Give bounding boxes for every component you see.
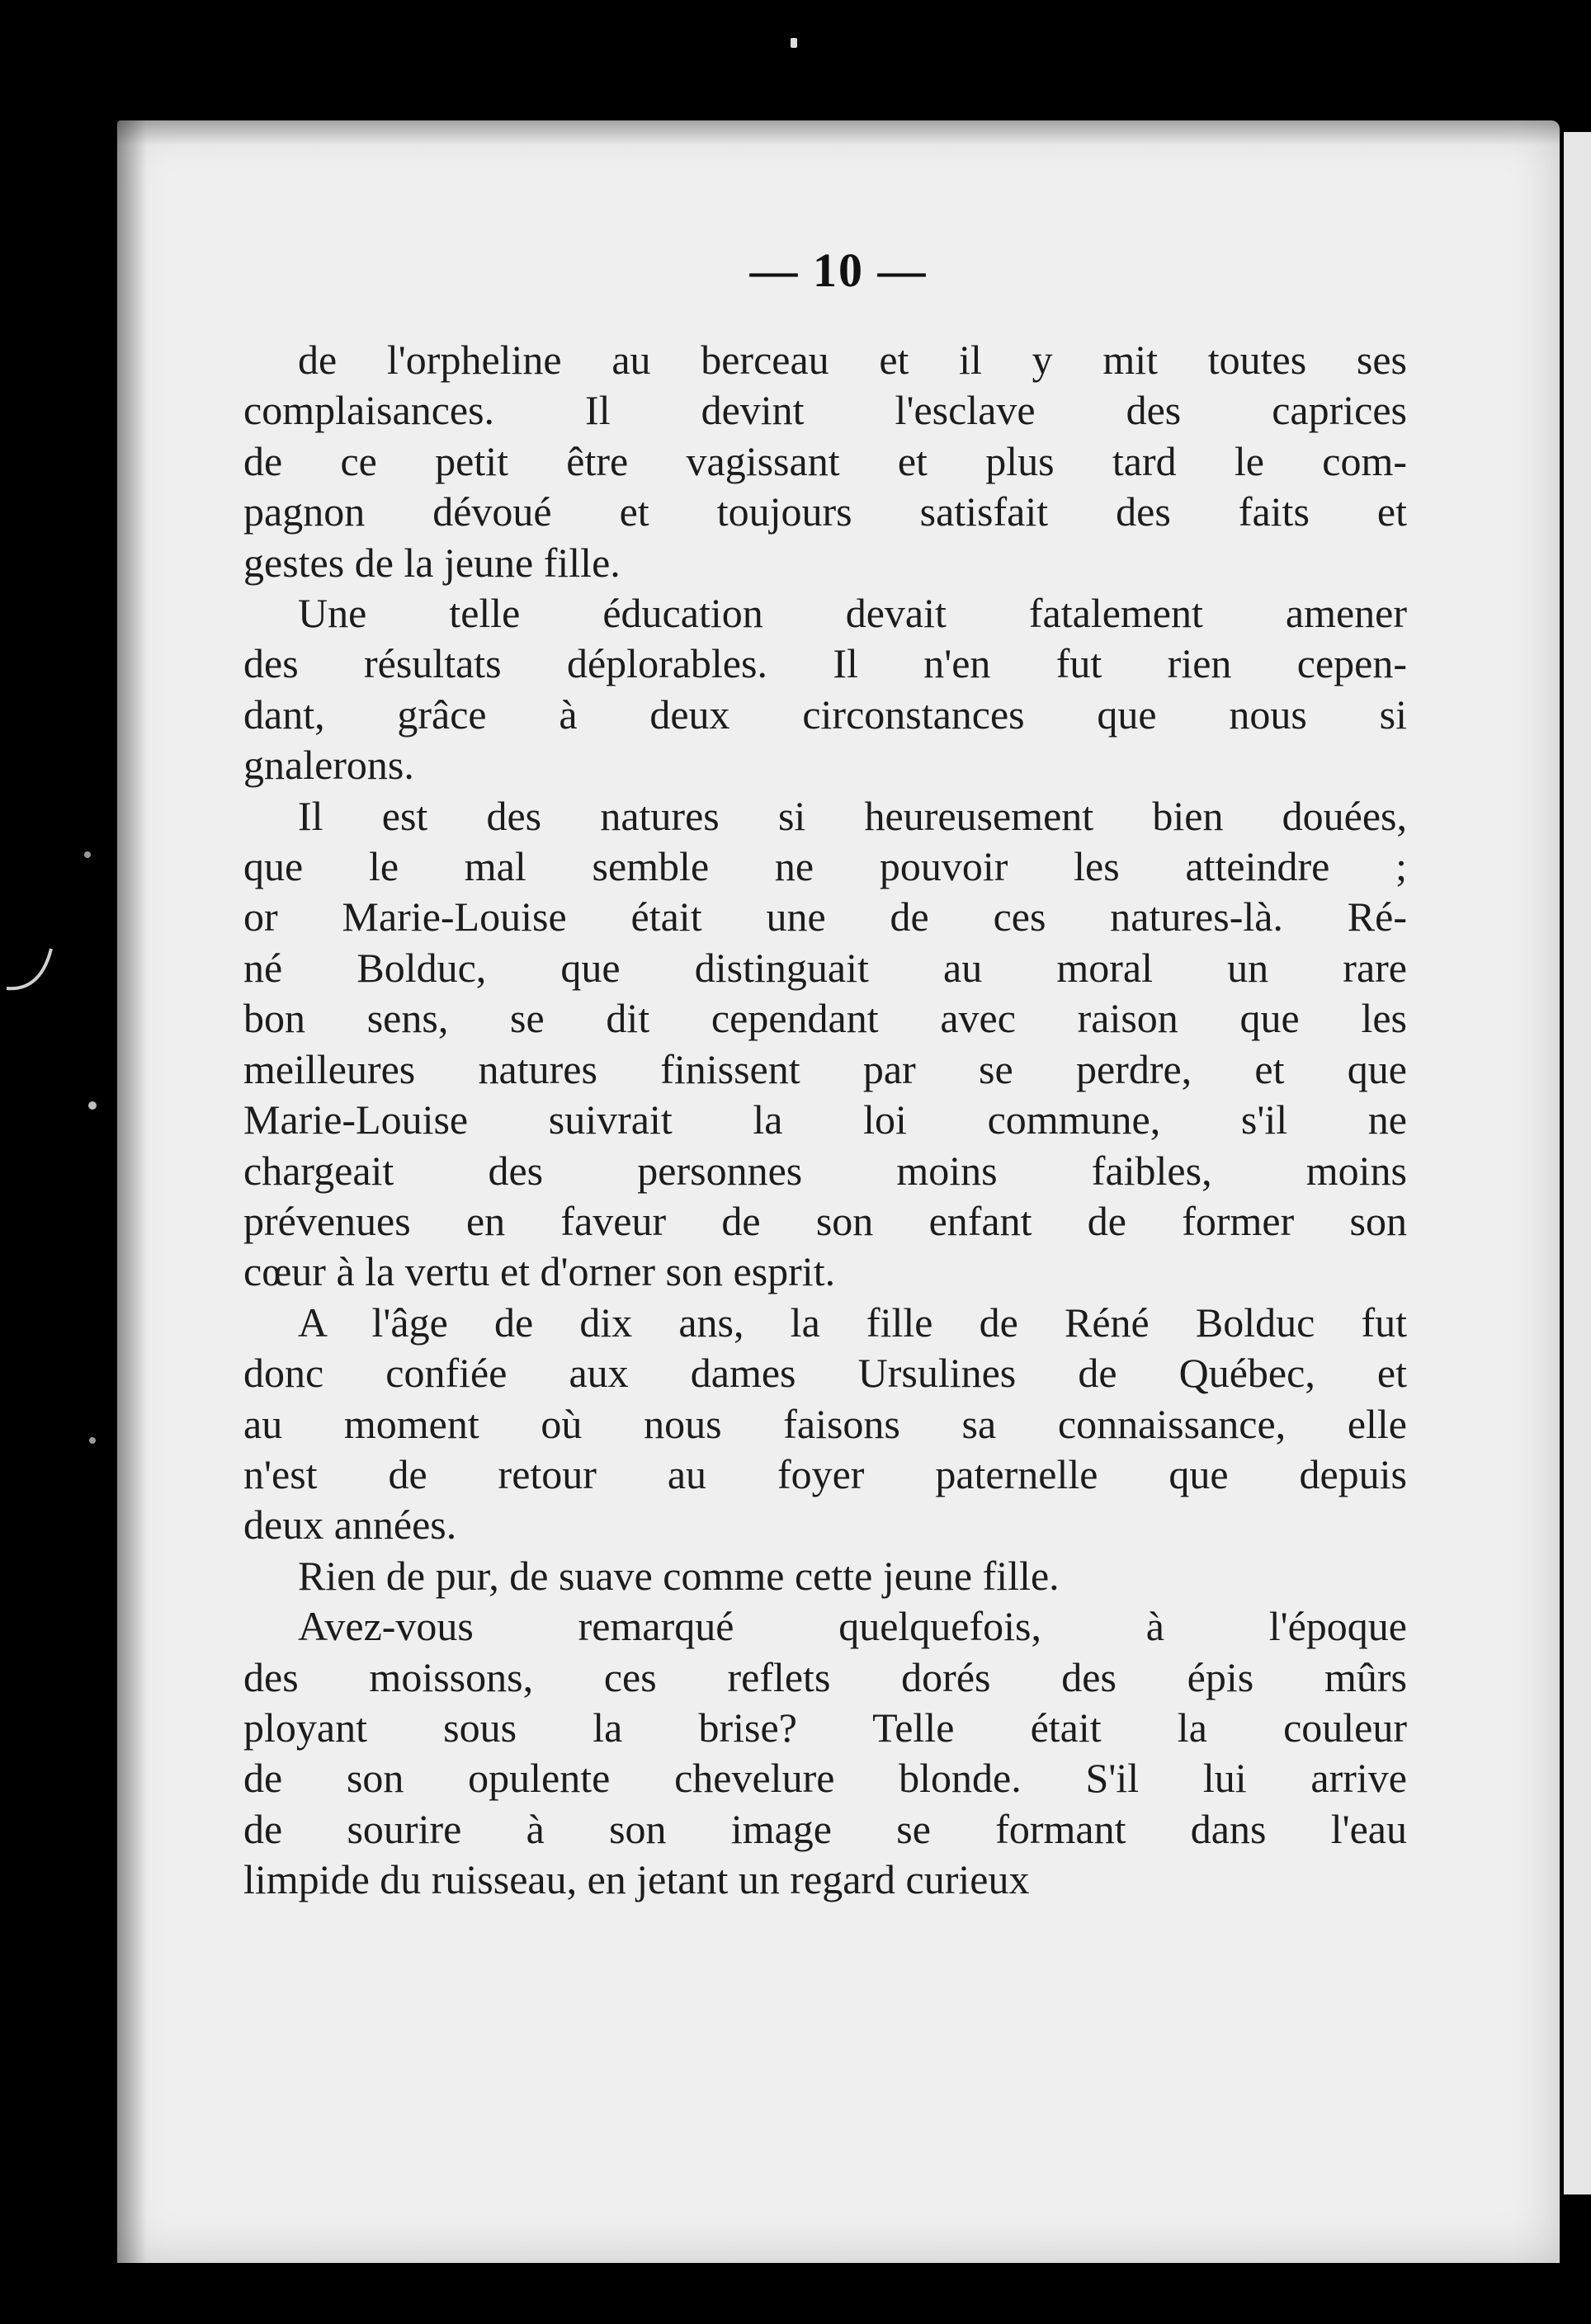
text-line: gestes de la jeune fille. xyxy=(243,539,621,586)
text-line: dant, grâce à deux circonstances que nous si xyxy=(243,691,1407,738)
text-line: des moissons, ces reflets dorés des épis mûrs xyxy=(243,1653,1407,1700)
text-line: de sourire à son image se formant dans l'eau xyxy=(243,1805,1407,1852)
text-line: bon sens, se dit cependant avec raison que les xyxy=(243,995,1407,1042)
text-line: de ce petit être vagissant et plus tard le com- xyxy=(243,437,1407,484)
text-line: Il est des natures si heureusement bien douées, xyxy=(298,792,1407,839)
text-line: prévenues en faveur de son enfant de former son xyxy=(243,1197,1407,1244)
text-line: né Bolduc, que distinguait au moral un rare xyxy=(243,944,1407,991)
text-line: A l'âge de dix ans, la fille de Réné Bolduc fut xyxy=(298,1299,1407,1346)
text-line: meilleures natures finissent par se perdre, et que xyxy=(243,1045,1407,1092)
text-line: deux années. xyxy=(243,1501,457,1549)
paragraph xyxy=(243,588,1407,791)
text-line: Une telle éducation devait fatalement amener xyxy=(298,590,1407,637)
text-line: Marie-Louise suivrait la loi commune, s'il ne xyxy=(243,1096,1407,1143)
text-line: de son opulente chevelure blonde. S'il lui arrive xyxy=(243,1755,1407,1802)
paragraph xyxy=(243,1551,1407,1601)
top-shadow xyxy=(117,120,1560,145)
text-line: cœur à la vertu et d'orner son esprit. xyxy=(243,1248,836,1295)
scan-edge-marks xyxy=(0,0,117,2324)
text-line: de l'orpheline au berceau et il y mit toutes ses xyxy=(298,337,1407,383)
text-line: n'est de retour au foyer paternelle que depuis xyxy=(243,1450,1407,1497)
text-line: gnalerons. xyxy=(243,742,414,789)
scan-speck xyxy=(791,38,797,48)
text-line: ployant sous la brise? Telle était la couleur xyxy=(243,1704,1407,1751)
text-line: chargeait des personnes moins faibles, moins xyxy=(243,1147,1407,1194)
adjacent-page-edge xyxy=(1564,132,1591,2194)
text-line: complaisances. Il devint l'esclave des caprices xyxy=(243,387,1407,434)
body-text xyxy=(243,335,1407,1906)
text-line: limpide du ruisseau, en jetant un regard curieux xyxy=(243,1856,1030,1903)
text-line: donc confiée aux dames Ursulines de Québec, et xyxy=(243,1350,1407,1397)
page-number: — 10 — xyxy=(749,243,928,297)
text-line: que le mal semble ne pouvoir les atteindre ; xyxy=(243,843,1407,890)
text-line: des résultats déplorables. Il n'en fut rien cepen- xyxy=(243,640,1407,687)
text-line: Rien de pur, de suave comme cette jeune fille. xyxy=(298,1552,1060,1599)
paragraph xyxy=(243,1601,1407,1905)
paragraph xyxy=(243,791,1407,1298)
gutter-shadow xyxy=(117,120,147,2263)
text-line: or Marie-Louise était une de ces natures-là. Ré- xyxy=(243,893,1407,940)
paragraph xyxy=(243,335,1407,588)
text-line: au moment où nous faisons sa connaissance, elle xyxy=(243,1400,1407,1447)
paragraph xyxy=(243,1298,1407,1551)
text-line: pagnon dévoué et toujours satisfait des faits et xyxy=(243,488,1407,535)
text-line: Avez-vous remarqué quelquefois, à l'époque xyxy=(298,1603,1407,1650)
